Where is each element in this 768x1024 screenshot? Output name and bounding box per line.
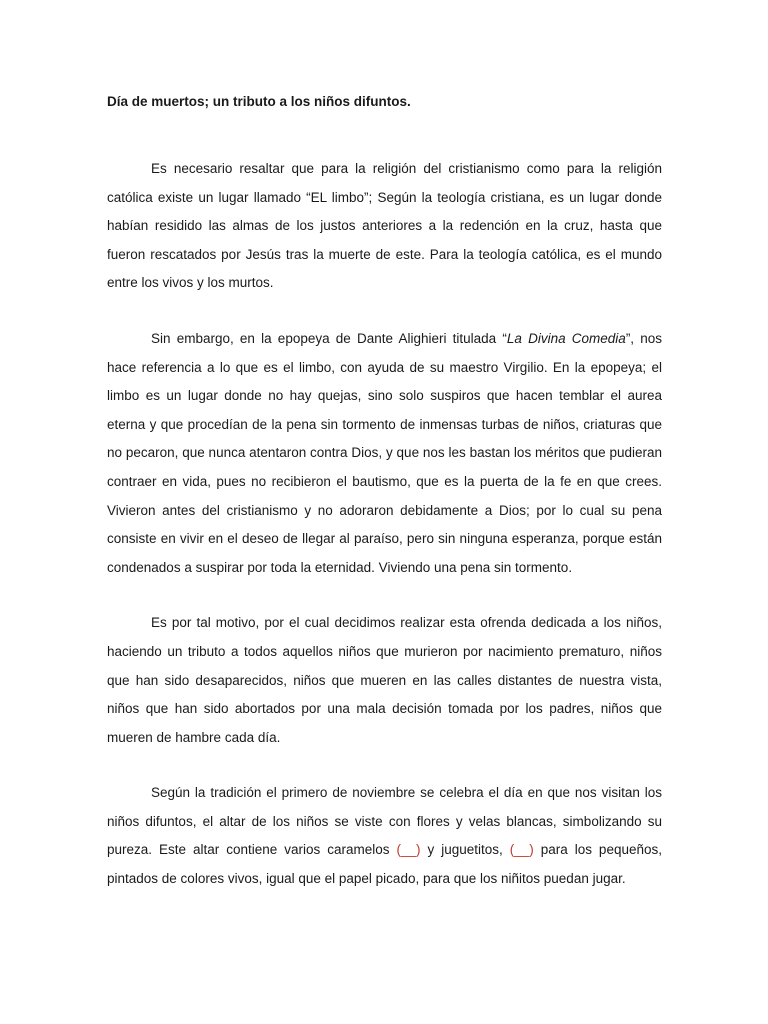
document-page	[107, 92, 662, 894]
blank-placeholder: (__)	[396, 842, 421, 858]
document-title: Día de muertos; un tributo a los niños difuntos.	[107, 94, 411, 109]
book-title: La Divina Comedia	[506, 330, 626, 346]
paragraph-limbo-definition: Es necesario resaltar que para la religión del cristianismo como para la religión católica existe un lugar llamado “EL limbo”; Según la teología cristiana, es un lugar donde habían residido las almas de los justos anteriores a la redención en la cruz, hasta que fueron rescatados por Jesús tras la muerte de este. Para la teología católica, es el mundo entre los vivos y los murtos.	[107, 161, 662, 291]
paragraph-tradicion	[107, 779, 662, 893]
paragraph-divina-comedia	[107, 325, 662, 582]
paragraph-ofrenda-motivo: Es por tal motivo, por el cual decidimos realizar esta ofrenda dedicada a los niños, haciendo un tributo a todos aquellos niños que murieron por nacimiento prematuro, niños que han sido desaparecidos, niños que mueren en las calles distantes de nuestra vista, niños que han sido abortados por una mala decisión tomada por los padres, niños que mueren de hambre cada día.	[107, 615, 662, 745]
paragraph-text: y juguetitos,	[420, 842, 510, 858]
blank-placeholder: (__)	[509, 842, 534, 858]
paragraph-text: Sin embargo, en la epopeya de Dante Alighieri titulada “	[151, 330, 507, 346]
paragraph-text: para los pequeños, pintados de colores vivos, igual que el papel picado, para que los niñitos puedan jugar.	[107, 842, 662, 887]
paragraph-text: ”, nos hace referencia a lo que es el limbo, con ayuda de su maestro Virgilio. En la epopeya; el limbo es un lugar donde no hay quejas, sino solo suspiros que hacen temblar el aurea eterna y que procedían de la pena sin tormento de inmensas turbas de niños, criaturas que no pecaron, que nunca atentaron contra Dios, y que nos les bastan los méritos que pudieran contraer en vida, pues no recibieron el bautismo, que es la puerta de la fe en que crees. Vivieron antes del cristianismo y no adoraron debidamente a Dios; por lo cual su pena consiste en vivir en el deseo de llegar al paraíso, pero sin ninguna esperanza, porque están condenados a suspirar por toda la eternidad. Viviendo una pena sin tormento.	[107, 330, 663, 575]
paragraph-text: Según la tradición el primero de noviembre se celebra el día en que nos visitan los niños difuntos, el altar de los niños se viste con flores y velas blancas, simbolizando su pureza. Este altar contiene varios caramelos	[107, 785, 662, 858]
